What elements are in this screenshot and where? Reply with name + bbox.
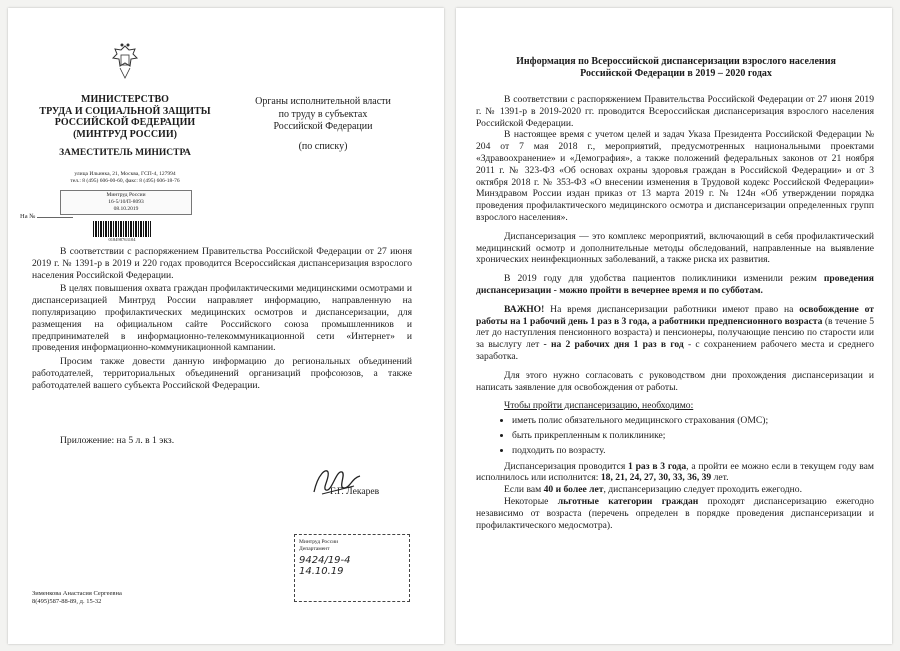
text-run: проходят диспансеризацию ежегодно независимо от возраста (перечень определен в порядке проведения диспансеризации и профилактического медосмотра). [476, 495, 874, 531]
stamp-line: Минтруд России [299, 539, 339, 545]
text-run: В 2019 году для удобства пациентов поликлиники изменили режим [504, 273, 817, 285]
info-paragraph: Диспансеризация — это комплекс мероприятий, включающий в себя профилактический медицинский осмотр и дополнительные методы обследований, направленные на выявление хронических неинфекционных заболеваний, а также риска их развития. [476, 230, 874, 266]
executor-name: Зименкова Анастасия Сергеевна [32, 590, 122, 597]
text-run: Диспансеризация проводится [504, 460, 626, 472]
info-body [476, 94, 874, 538]
info-page [456, 8, 892, 644]
barcode-icon [93, 221, 151, 237]
recipient-line: Органы исполнительной власти [255, 96, 391, 107]
text-run: Если вам [504, 484, 542, 496]
recipient-line: по труду в субъектах [278, 108, 368, 120]
registration-stamp [60, 190, 192, 215]
bold-run: льготные категории граждан [557, 495, 699, 507]
by-list-note: (по списку) [298, 141, 348, 152]
bold-run: проведения диспансеризации - можно пройти в вечернее время и по субботам. [476, 273, 874, 296]
executor-block [32, 590, 122, 606]
list-heading-text: Чтобы пройти диспансеризацию, необходимо: [504, 400, 694, 412]
letter-paragraph: В соответствии с распоряжением Правительства Российской Федерации от 27 июня 2019 г. № 1391-р в 2019 и 220 годах проводится Всероссийская диспансеризация взрослого населения Российской Федерации. [32, 246, 412, 281]
signer-name: Г.Г. Лекарев [330, 486, 380, 497]
important-label: ВАЖНО! [504, 303, 545, 315]
barcode-number: 018498763104 [108, 237, 136, 242]
info-paragraph: В настоящее время с учетом целей и задач Указа Президента Российской Федерации № 204 от 7 мая 2018 г., мероприятий, предусмотренных национальными проектами «Здравоохранение» и «Демография», а также положений федеральных законов от 21 ноября 2011 г. № 323-ФЗ «Об основах охраны здоровья граждан в Российской Федерации» и от 3 октября 2018 г. № 353-ФЗ «О внесении изменения в Трудовой кодекс Российской Федерации» Минздравом России издан приказ от 13 марта 2019 г. № 124н «Об утверждении порядка проведения профилактического медицинского осмотра и диспансеризации определенных групп взрослого населения». [476, 129, 874, 223]
letter-paragraph: Просим также довести данную информацию до региональных объединений работодателей, территориальных объединений организаций профсоюзов, а также работодателей вашего субъекта Российской Федерации. [32, 356, 412, 391]
deputy-title: ЗАМЕСТИТЕЛЬ МИНИСТРА [59, 148, 191, 158]
ministry-line: МИНИСТЕРСТВО [81, 94, 169, 105]
ministry-address [30, 171, 220, 185]
bold-run: освобождение от работы на 1 рабочий день 1 раз в 3 года, а работники предпенсионного возраста [476, 303, 874, 327]
reference-number-line [20, 213, 73, 220]
text-run: (в течение 5 лет до наступления пенсионного возраста) и пенсионеры, получающие пенсию по старости или за выслугу лет [476, 315, 874, 351]
requirements-list [476, 415, 874, 456]
text-run: Некоторые [504, 495, 549, 507]
bold-run: 40 и более лет [543, 484, 604, 496]
letter-paragraph: В целях повышения охвата граждан профилактическими медицинскими осмотрами и диспансеризацией Минтруд России направляет информацию, направленную на популяризацию профилактических медицинских осмотров и диспансеризации, для размещения на официальном сайте Российского союза промышленников и предпринимателей в информационно-телекоммуникационной сети «Интернет» и проведения информационно-коммуникационной кампании. [32, 283, 412, 354]
info-paragraph [476, 273, 874, 297]
list-item: • быть прикрепленным к поликлинике; [512, 430, 874, 442]
address-line: тел.: 8 (495) 606-00-60, факс: 8 (495) 606-18-76 [70, 178, 180, 184]
letter-body [32, 246, 412, 394]
bold-run: 1 раз в 3 года [628, 460, 687, 472]
info-paragraph [476, 461, 874, 485]
text-run: лет. [713, 472, 729, 484]
executor-phone: 8(495)587-88-89, д. 15-32 [32, 598, 102, 605]
stamp-line: 16-5/10/П-8093 [108, 199, 144, 205]
received-stamp [294, 534, 410, 602]
text-run: На время диспансеризации работники имеют право на [550, 303, 794, 315]
list-item: • иметь полис обязательного медицинского страхования (ОМС); [512, 415, 874, 427]
number-prefix: На № [20, 213, 36, 220]
text-run: , а пройти ее можно если в текущем году вам исполнилось или исполнится: [476, 460, 874, 484]
attachment-note: Приложение: на 5 л. в 1 экз. [60, 435, 175, 446]
info-title-line: Российской Федерации в 2019 – 2020 годах [580, 68, 772, 79]
recipient-line: Российской Федерации [273, 121, 373, 132]
received-date: 14.10.19 [299, 565, 344, 577]
info-paragraph: Для этого нужно согласовать с руководством дни прохождения диспансеризации и написать заявление для освобождения от работы. [476, 369, 874, 393]
ministry-name [30, 94, 220, 140]
info-title-line: Информация по Всероссийской диспансеризации взрослого населения [516, 56, 836, 67]
cover-letter-page [8, 8, 444, 644]
info-paragraph: В соответствии с распоряжением Правительства Российской Федерации от 27 июня 2019 г. № 1391-р в 2019-2020 гг. проводится Всероссийская диспансеризация взрослого населения Российской Федерации. [476, 94, 874, 129]
ministry-line: ТРУДА И СОЦИАЛЬНОЙ ЗАЩИТЫ [39, 105, 211, 117]
ages-run: 18, 21, 24, 27, 30, 33, 36, 39 [600, 472, 712, 484]
ministry-line: РОССИЙСКОЙ ФЕДЕРАЦИИ [54, 117, 196, 128]
text-run: , диспансеризацию следует проходить ежегодно. [603, 484, 802, 496]
received-number: 9424/19-4 [299, 555, 351, 566]
coat-of-arms-icon [110, 42, 140, 82]
info-paragraph [476, 496, 874, 531]
ministry-line: (МИНТРУД РОССИИ) [73, 128, 177, 140]
recipient-block [238, 96, 408, 134]
stamp-line: 08.10.2019 [113, 206, 139, 212]
address-line: улица Ильинка, 21, Москва, ГСП-4, 127994 [74, 171, 176, 177]
info-title [474, 56, 878, 80]
stamp-line: Минтруд России [106, 192, 146, 198]
stamp-line: Департамент [299, 545, 330, 552]
list-item: • подходить по возрасту. [512, 445, 874, 457]
info-paragraph [476, 484, 874, 496]
text-run: - с сохранением рабочего места и среднего заработка. [476, 339, 875, 362]
list-heading [476, 400, 874, 412]
bold-run: - на 2 рабочих дня 1 раз в год [543, 339, 684, 351]
important-paragraph [476, 304, 874, 363]
